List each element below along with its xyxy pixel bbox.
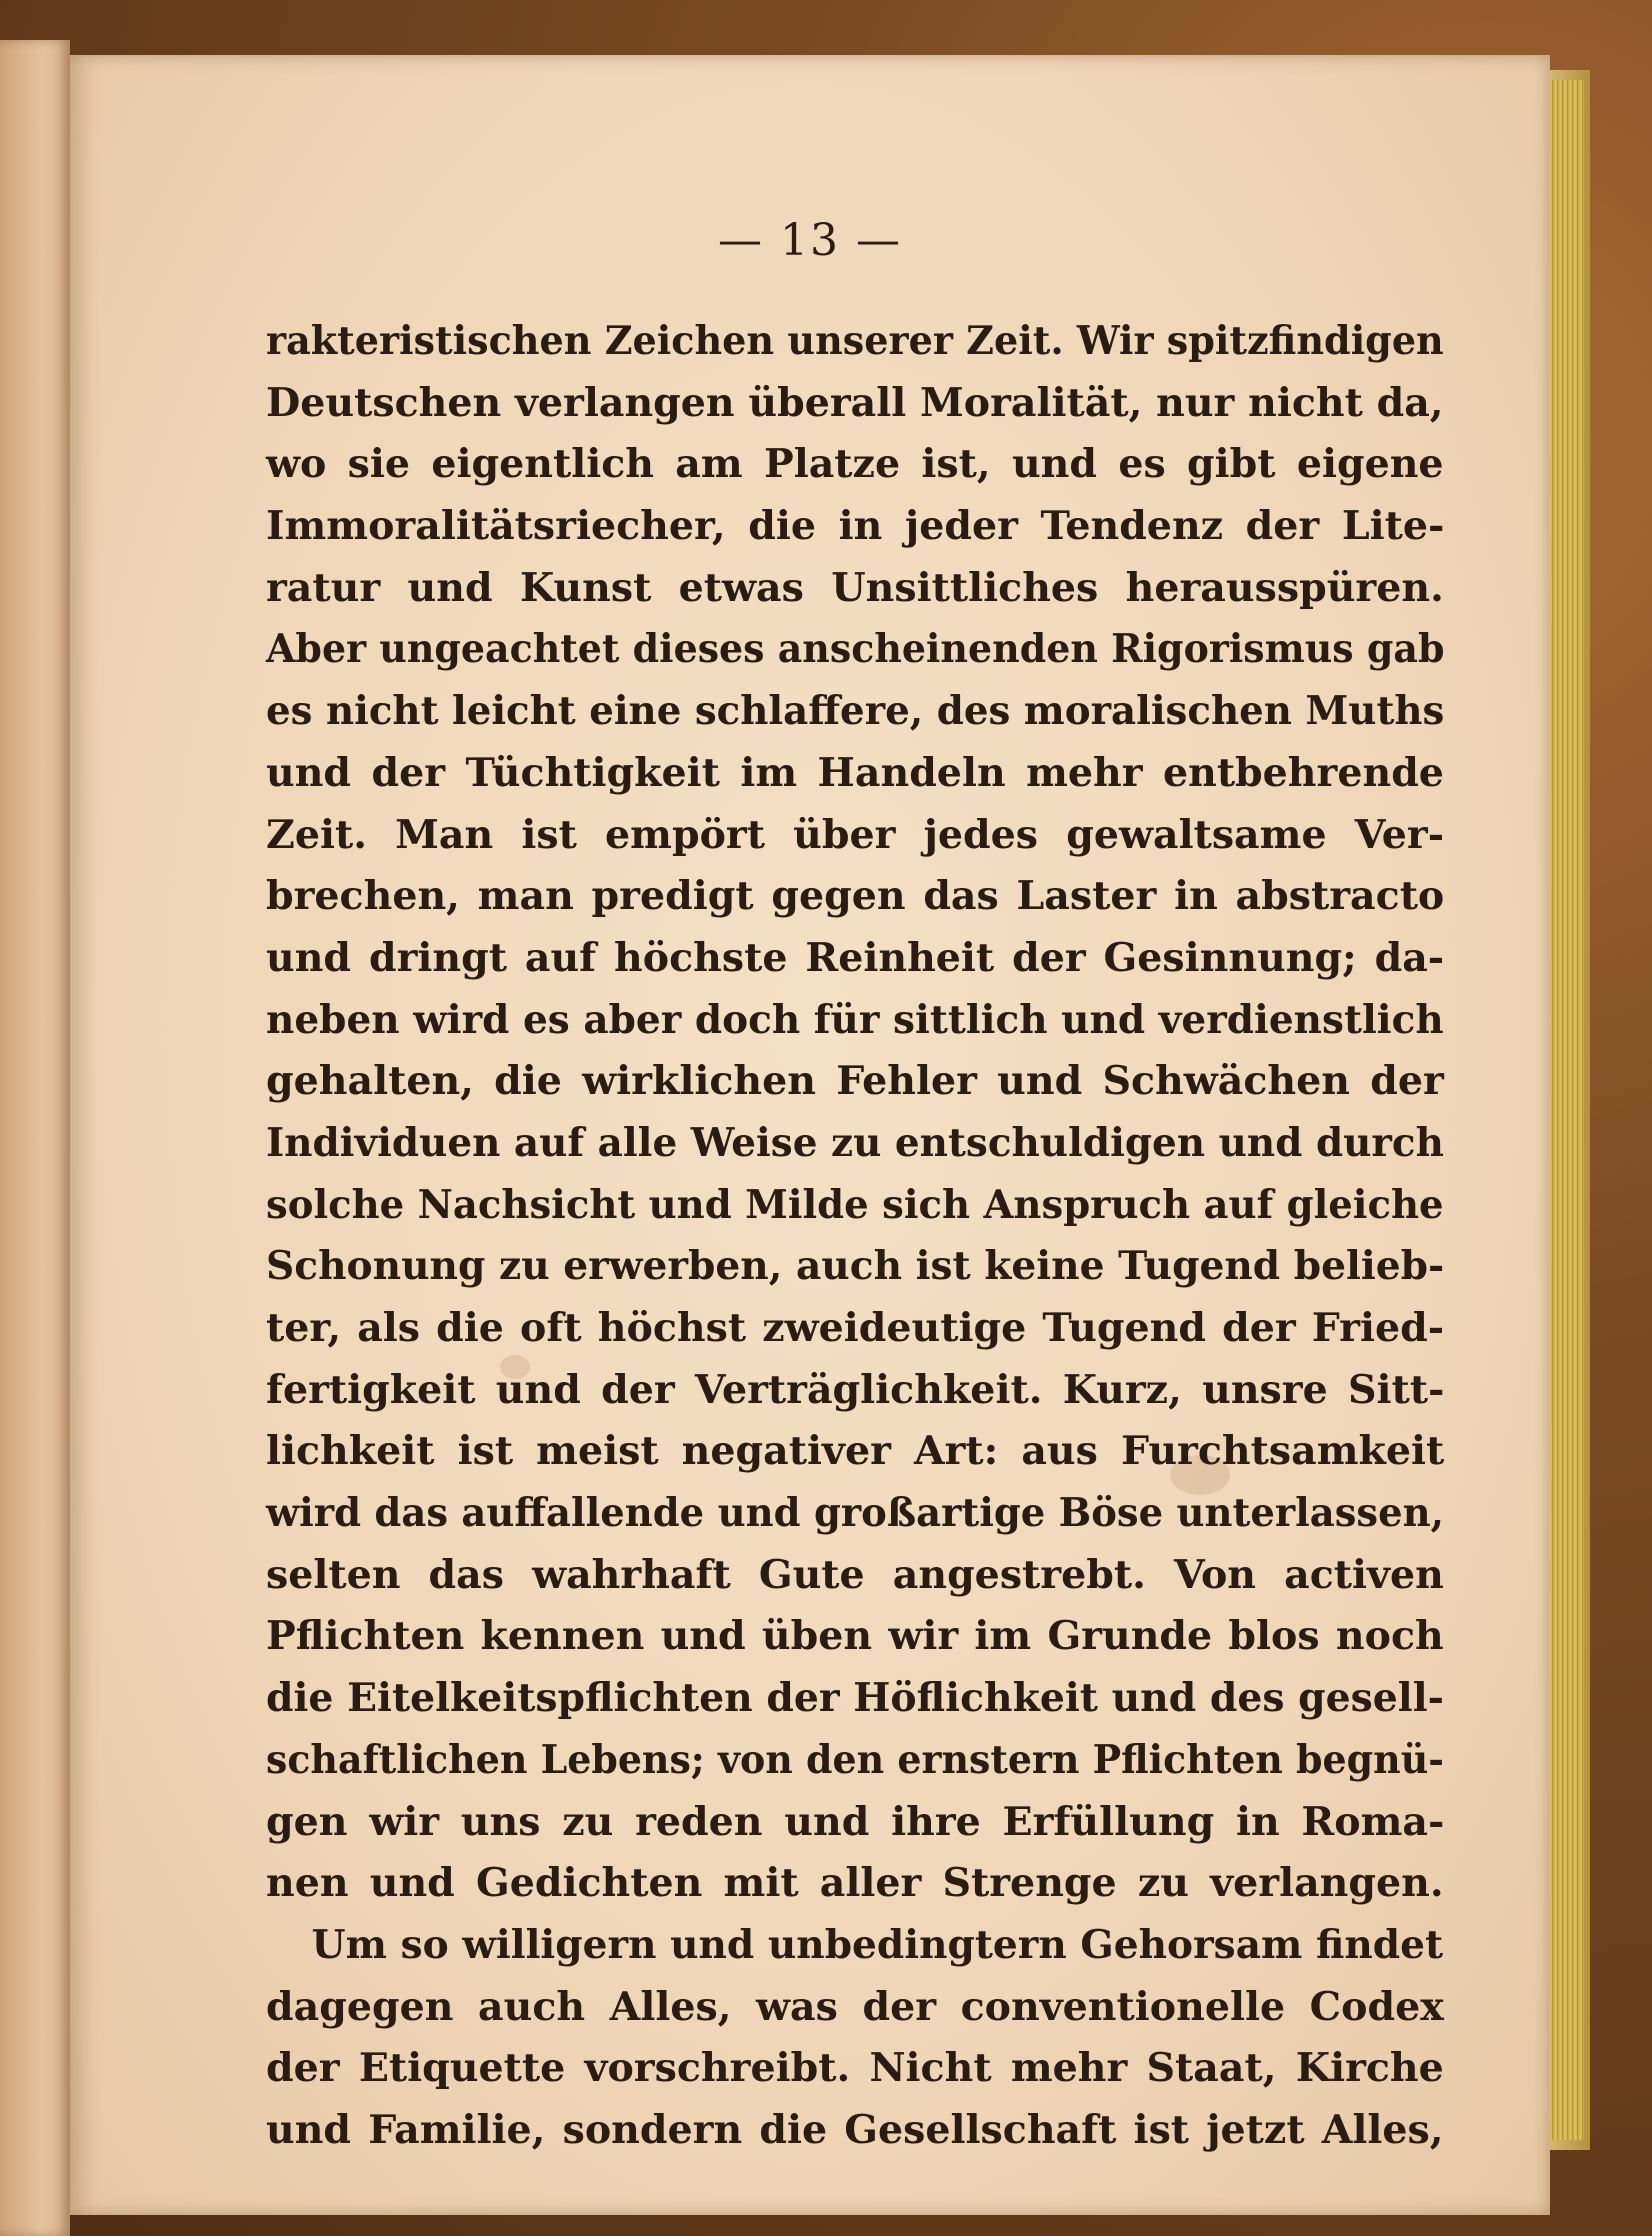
text-line: fertigkeit und der Verträglichkeit. Kurz, unsre Sitt- xyxy=(266,1366,1445,1413)
text-line: lichkeit ist meist negativer Art: aus Furchtsamkeit xyxy=(266,1428,1445,1475)
text-line: ter, als die oft höchst zweideutige Tugend der Fried- xyxy=(266,1305,1445,1351)
text-line: rakteristischen Zeichen unserer Zeit. Wir spitzfindigen xyxy=(266,318,1444,364)
text-line: Individuen auf alle Weise zu entschuldigen und durch xyxy=(266,1119,1444,1166)
text-line: schaftlichen Lebens; von den ernstern Pflichten begnü- xyxy=(266,1736,1444,1783)
text-line: der Etiquette vorschreibt. Nicht mehr Staat, Kirche xyxy=(266,2045,1444,2092)
text-line: dagegen auch Alles, was der conventionelle Codex xyxy=(266,1983,1444,2030)
page-number: — 13 — xyxy=(718,215,902,266)
facing-page-edge xyxy=(0,40,70,2236)
text-line: brechen, man predigt gegen das Laster in abstracto xyxy=(266,873,1445,920)
text-line: gen wir uns zu reden und ihre Erfüllung in Roma- xyxy=(266,1798,1445,1845)
text-line: selten das wahrhaft Gute angestrebt. Von activen xyxy=(266,1551,1444,1598)
text-line: ratur und Kunst etwas Unsittliches herausspüren. xyxy=(266,564,1444,611)
text-line: gehalten, die wirklichen Fehler und Schwächen der xyxy=(266,1058,1444,1105)
text-line: Zeit. Man ist empört über jedes gewaltsame Ver- xyxy=(266,811,1445,858)
paragraph-start-line: Um so willigern und unbedingtern Gehorsam findet xyxy=(311,1921,1444,1968)
text-line: und dringt auf höchste Reinheit der Gesinnung; da- xyxy=(266,934,1445,981)
text-line: solche Nachsicht und Milde sich Anspruch auf gleiche xyxy=(266,1181,1444,1228)
text-line: Aber ungeachtet dieses anscheinenden Rigorismus gab xyxy=(266,626,1445,673)
text-line: die Eitelkeitspflichten der Höflichkeit und des gesell- xyxy=(266,1675,1444,1722)
text-line: wird das auffallende und großartige Böse unterlassen, xyxy=(266,1490,1445,1537)
text-line: Pflichten kennen und üben wir im Grunde blos noch xyxy=(266,1613,1444,1660)
text-line: wo sie eigentlich am Platze ist, und es gibt eigene xyxy=(266,441,1444,488)
body-text xyxy=(266,311,1444,2162)
text-line: neben wird es aber doch für sittlich und verdienstlich xyxy=(266,996,1444,1043)
text-line: und der Tüchtigkeit im Handeln mehr entbehrende xyxy=(266,749,1444,796)
text-line: Deutschen verlangen überall Moralität, nur nicht da, xyxy=(266,379,1444,426)
text-line: Immoralitätsriecher, die in jeder Tendenz der Lite- xyxy=(266,503,1445,550)
gilt-page-edge xyxy=(1548,80,1584,2140)
text-line: es nicht leicht eine schlaffere, des moralischen Muths xyxy=(266,688,1445,735)
text-line: nen und Gedichten mit aller Strenge zu verlangen. xyxy=(266,1860,1444,1907)
text-line: und Familie, sondern die Gesellschaft ist jetzt Alles, xyxy=(266,2106,1444,2153)
book-page xyxy=(70,55,1550,2215)
text-line: Schonung zu erwerben, auch ist keine Tugend belieb- xyxy=(266,1243,1445,1290)
